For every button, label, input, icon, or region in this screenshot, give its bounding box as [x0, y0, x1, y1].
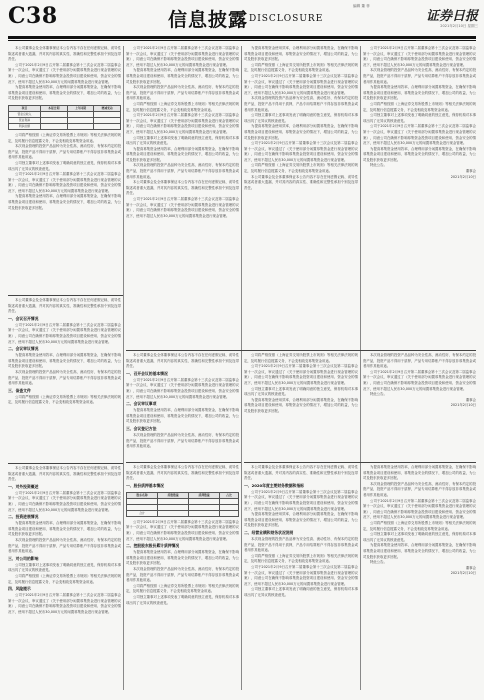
article-5-end — [363, 353, 476, 460]
paragraph: 本次现金管理的投资产品品种为安全性高、流动性好、有保本约定的投资产品，投资产品不得用于质押，产品专用结算账户不得存放非募集资金或者用作其他用途。 — [363, 481, 476, 497]
signoff-date: 2021年2月10日 — [450, 174, 476, 179]
table-header: 本报告期 — [40, 105, 67, 111]
paragraph: 本次现金管理的投资产品品种为安全性高、流动性好、有保本约定的投资产品，投资产品不得用于质押，产品专用结算账户不得存放非募集资金或者用作其他用途。 — [244, 96, 358, 112]
section-heading: 二、会议审议情况 — [8, 346, 39, 352]
paragraph: 公司于2021年2月9日召开第二届董事会第十三次会议及第二届监事会第十一次会议，审议通过了《关于使用部分闲置募集资金进行现金管理的议案》，同意公司在确保不影响募集资金投资项目建设和使用、资金安全的情况下，使用不超过人民币30,000万元的闲置募集资金进行现金管理。 — [244, 564, 358, 586]
newspaper-logo: 证券日报 — [425, 9, 478, 24]
paragraph: 为提高募集资金使用效率，合理利用部分闲置募集资金，在确保不影响募集资金项目建设和使用、募集资金安全的情况下，增加公司的收益，为公司及股东获取更多回报。 — [126, 550, 239, 566]
table-cell: 利润总额 — [9, 123, 41, 129]
paragraph: 为提高募集资金使用效率，合理利用部分闲置募集资金，在确保不影响募集资金项目建设和使用、募集资金安全的情况下，增加公司的收益，为公司及股东获取更多回报。 — [244, 124, 358, 140]
paragraph: 本公司董事会及全体董事保证本公告内容不存在任何虚假记载、误导性陈述或者重大遗漏，并对其内容的真实性、准确性和完整性承担个别及连带责任。 — [244, 465, 358, 481]
paragraph: 公司将严格按照《上海证券交易所股票上市规则》等相关法律法规的规定，及时履行信息披露义务，不会变相改变募集资金用途。 — [8, 573, 121, 584]
section-heading: 一、对外投资概述 — [8, 483, 39, 489]
table-cell: 合计 — [127, 510, 158, 516]
signoff-company: 董事会 — [465, 397, 476, 402]
paragraph: 本次现金管理的投资产品品种为安全性高、流动性好、有保本约定的投资产品，投资产品不得用于质押，产品专用结算账户不得存放非募集资金或者用作其他用途。 — [244, 536, 358, 553]
table-cell — [40, 123, 67, 129]
signoff-date: 2021年2月10日 — [450, 571, 476, 576]
masthead — [8, 3, 478, 37]
paragraph: 公司将严格按照《上海证券交易所股票上市规则》等相关法律法规的规定，及时履行信息披露义务，不会变相改变募集资金用途。 — [244, 553, 358, 564]
section-heading: 二、投资进展情况 — [8, 514, 39, 520]
paragraph: 本次现金管理的投资产品品种为安全性高、流动性好、有保本约定的投资产品，投资产品不得用于质押，产品专用结算账户不得存放非募集资金或者用作其他用途。 — [8, 537, 121, 554]
paragraph: 公司将严格按照《上海证券交易所股票上市规则》等相关法律法规的规定，及时履行信息披露义务，不会变相改变募集资金用途。 — [244, 163, 358, 174]
table-header: 占比 — [220, 492, 239, 498]
section-heading: 一、会议召开情况 — [8, 315, 39, 321]
article-4 — [126, 46, 239, 348]
paragraph: 公司独立董事对上述事项发表了明确同意的独立意见，保荐机构对本事项出具了无异议的核查意见。 — [244, 113, 358, 123]
table-header: 股东名称 — [127, 492, 158, 498]
article-7-cont — [363, 465, 476, 690]
section-heading: 二、控股股东股份累计质押情况 — [126, 543, 180, 549]
paragraph: 公司独立董事对上述事项发表了明确同意的独立意见，保荐机构对本事项出具了无异议的核查意见。 — [126, 594, 239, 605]
paragraph: 为提高募集资金使用效率，合理利用部分闲置募集资金，在确保不影响募集资金项目建设和使用、募集资金安全的情况下，增加公司的收益，为公司及股东获取更多回报。 — [244, 46, 358, 62]
section-heading: 三、会议登记方法 — [126, 425, 157, 431]
paragraph: 公司于2021年2月9日召开第二届董事会第十三次会议及第二届监事会第十一次会议，审议通过了《关于使用部分闲置募集资金进行现金管理的议案》，同意公司在确保不影响募集资金投资项目建设和使用、资金安全的情况下，使用不超过人民币30,000万元的闲置募集资金进行现金管理。 — [126, 197, 239, 218]
paragraph: 公司独立董事对上述事项发表了明确同意的独立意见，保荐机构对本事项出具了无异议的核查意见。 — [244, 587, 358, 597]
article-5-cont — [244, 353, 358, 460]
paragraph: 本公司董事会及全体董事保证本公告内容不存在任何虚假记载、误导性陈述或者重大遗漏，并对其内容的真实性、准确性和完整性承担个别及连带责任。 — [8, 298, 121, 314]
paragraph: 公司于2021年2月9日召开第二届董事会第十三次会议及第二届监事会第十一次会议，审议通过了《关于使用部分闲置募集资金进行现金管理的议案》，同意公司在确保不影响募集资金投资项目建设和使用、资金安全的情况下，使用不超过人民币30,000万元的闲置募集资金进行现金管理。 — [126, 519, 239, 541]
table-cell — [220, 510, 239, 516]
paragraph: 公司独立董事对上述事项发表了明确同意的独立意见，保荐机构对本事项出具了无异议的核查意见。 — [8, 562, 121, 573]
table-header: 质押数量 — [189, 492, 220, 498]
table-cell: 营业利润 — [9, 117, 41, 123]
paragraph: 本公司董事会及全体董事保证本公告内容不存在任何虚假记载、误导性陈述或者重大遗漏，并对其内容的真实性、准确性和完整性承担个别及连带责任。 — [244, 174, 358, 190]
paragraph: 本公司董事会及全体董事保证本公告内容不存在任何虚假记载、误导性陈述或者重大遗漏，并对其内容的真实性、准确性和完整性承担个别及连带责任。 — [126, 353, 239, 369]
paragraph: 公司于2021年2月9日召开第二届董事会第十三次会议及第二届监事会第十一次会议，审议通过了《关于使用部分闲置募集资金进行现金管理的议案》，同意公司在确保不影响募集资金投资项目建设和使用、资金安全的情况下，使用不超过人民币30,000万元的闲置募集资金进行现金管理。 — [8, 322, 121, 344]
paragraph: 本公司董事会及全体董事保证本公告内容不存在任何虚假记载、误导性陈述或者重大遗漏，并对其内容的真实性、准确性和完整性承担个别及连带责任。 — [126, 465, 239, 481]
paragraph: 为提高募集资金使用效率，合理利用部分闲置募集资金，在确保不影响募集资金项目建设和使用、募集资金安全的情况下，增加公司的收益，为公司及股东获取更多回报。 — [8, 194, 121, 210]
paragraph: 为提高募集资金使用效率，合理利用部分闲置募集资金，在确保不影响募集资金项目建设和使用、募集资金安全的情况下，增加公司的收益，为公司及股东获取更多回报。 — [8, 85, 121, 101]
paragraph: 本次现金管理的投资产品品种为安全性高、流动性好、有保本约定的投资产品，投资产品不得用于质押，产品专用结算账户不得存放非募集资金或者用作其他用途。 — [126, 163, 239, 179]
paragraph: 特此公告。 — [370, 560, 387, 565]
paragraph: 公司独立董事对上述事项发表了明确同意的独立意见，保荐机构对本事项出具了无异议的核查意见。 — [8, 160, 121, 171]
paragraph: 本次现金管理的投资产品品种为安全性高、流动性好、有保本约定的投资产品，投资产品不得用于质押，产品专用结算账户不得存放非募集资金或者用作其他用途。 — [126, 85, 239, 101]
header-rule-thin — [8, 40, 476, 41]
paragraph: 特此公告。 — [370, 163, 387, 168]
paragraph: 公司于2021年2月9日召开第二届董事会第十三次会议及第二届监事会第十一次会议，审议通过了《关于使用部分闲置募集资金进行现金管理的议案》，同意公司在确保不影响募集资金投资项目建设和使用、资金安全的情况下，使用不超过人民币30,000万元的闲置募集资金进行现金管理。 — [126, 46, 239, 67]
paragraph: 公司于2021年2月9日召开第二届董事会第十三次会议及第二届监事会第十一次会议，审议通过了《关于使用部分闲置募集资金进行现金管理的议案》，同意公司在确保不影响募集资金投资项目建设和使用、资金安全的情况下，使用不超过人民币30,000万元的闲置募集资金进行现金管理。 — [244, 73, 358, 95]
paragraph: 本次现金管理的投资产品品种为安全性高、流动性好、有保本约定的投资产品，投资产品不得用于质押，产品专用结算账户不得存放非募集资金或者用作其他用途。 — [363, 353, 476, 369]
paragraph: 为提高募集资金使用效率，合理利用部分闲置募集资金，在确保不影响募集资金项目建设和使用、募集资金安全的情况下，增加公司的收益，为公司及股东获取更多回报。 — [8, 521, 121, 537]
paragraph: 公司独立董事对上述事项发表了明确同意的独立意见，保荐机构对本事项出具了无异议的核查意见。 — [244, 386, 358, 397]
table-row — [9, 123, 121, 129]
paragraph: 公司将严格按照《上海证券交易所股票上市规则》等相关法律法规的规定，及时履行信息披露义务，不会变相改变募集资金用途。 — [126, 101, 239, 112]
article-6 — [126, 465, 239, 690]
section-heading: 二、会议审议事项 — [126, 401, 157, 407]
article-divider — [8, 295, 123, 296]
signoff-date: 2021年2月10日 — [450, 403, 476, 408]
paragraph: 公司于2021年2月9日召开第二届董事会第十三次会议及第二届监事会第十一次会议，审议通过了《关于使用部分闲置募集资金进行现金管理的议案》，同意公司在确保不影响募集资金投资项目建设和使用、资金安全的情况下，使用不超过人民币30,000万元的闲置募集资金进行现金管理。 — [244, 364, 358, 385]
paragraph: 公司将严格按照《上海证券交易所股票上市规则》等相关法律法规的规定，及时履行信息披露义务，不会变相改变募集资金用途。 — [8, 394, 121, 405]
article-divider — [126, 350, 476, 351]
paragraph: 本次现金管理的投资产品品种为安全性高、流动性好、有保本约定的投资产品，投资产品不得用于质押，产品专用结算账户不得存放非募集资金或者用作其他用途。 — [126, 566, 239, 583]
section-heading: 二、经营业绩和财务状况说明 — [244, 529, 294, 535]
table-row — [127, 510, 239, 516]
section-heading: 三、对公司的影响 — [8, 555, 39, 561]
table-cell — [189, 510, 220, 516]
article-divider — [8, 463, 123, 464]
paragraph: 公司于2021年2月9日召开第二届董事会第十三次会议及第二届监事会第十一次会议，审议通过了《关于使用部分闲置募集资金进行现金管理的议案》，同意公司在确保不影响募集资金投资项目建设和使用、资金安全的情况下，使用不超过人民币30,000万元的闲置募集资金进行现金管理。 — [363, 46, 476, 67]
paragraph: 公司于2021年2月9日召开第二届董事会第十三次会议及第二届监事会第十一次会议，审议通过了《关于使用部分闲置募集资金进行现金管理的议案》，同意公司在确保不影响募集资金投资项目建设和使用、资金安全的情况下，使用不超过人民币30,000万元的闲置募集资金进行现金管理。 — [244, 489, 358, 511]
paragraph: 为提高募集资金使用效率，合理利用部分闲置募集资金，在确保不影响募集资金项目建设和使用、募集资金安全的情况下，增加公司的收益，为公司及股东获取更多回报。 — [363, 146, 476, 162]
section-heading: 一、2020年度主要财务数据和指标 — [244, 482, 304, 488]
paragraph: 公司于2021年2月9日召开第二届董事会第十三次会议及第二届监事会第十一次会议，审议通过了《关于使用部分闲置募集资金进行现金管理的议案》，同意公司在确保不影响募集资金投资项目建设和使用、资金安全的情况下，使用不超过人民币30,000万元的闲置募集资金进行现金管理。 — [363, 124, 476, 146]
editor-credit: 编辑 董 菲 — [353, 4, 370, 8]
article-4-end — [363, 46, 476, 348]
header-rule-thick — [8, 36, 476, 39]
paragraph: 本公司董事会及全体董事保证本公告内容不存在任何虚假记载、误导性陈述或者重大遗漏，并对其内容的真实性、准确性和完整性承担个别及连带责任。 — [8, 466, 121, 482]
paragraph: 公司独立董事对上述事项发表了明确同意的独立意见，保荐机构对本事项出具了无异议的核查意见。 — [363, 532, 476, 542]
section-heading: 四、风险提示 — [8, 586, 31, 592]
paragraph: 本公司董事会及全体董事保证本公告内容不存在任何虚假记载、误导性陈述或者重大遗漏，并对其内容的真实性、准确性和完整性承担个别及连带责任。 — [126, 180, 239, 196]
data-table — [8, 105, 121, 130]
paragraph: 为提高募集资金使用效率，合理利用部分闲置募集资金，在确保不影响募集资金项目建设和使用、募集资金安全的情况下，增加公司的收益，为公司及股东获取更多回报。 — [363, 543, 476, 559]
paragraph: 公司将严格按照《上海证券交易所股票上市规则》等相关法律法规的规定，及时履行信息披露义务，不会变相改变募集资金用途。 — [8, 132, 121, 143]
paragraph: 公司于2021年2月9日召开第二届董事会第十三次会议及第二届监事会第十一次会议，审议通过了《关于使用部分闲置募集资金进行现金管理的议案》，同意公司在确保不影响募集资金投资项目建设和使用、资金安全的情况下，使用不超过人民币30,000万元的闲置募集资金进行现金管理。 — [126, 113, 239, 134]
paragraph: 为提高募集资金使用效率，合理利用部分闲置募集资金，在确保不影响募集资金项目建设和使用、募集资金安全的情况下，增加公司的收益，为公司及股东获取更多回报。 — [363, 85, 476, 101]
table-header: 增减变动 — [94, 105, 121, 111]
paragraph: 本次现金管理的投资产品品种为安全性高、流动性好、有保本约定的投资产品，投资产品不得用于质押，产品专用结算账户不得存放非募集资金或者用作其他用途。 — [126, 432, 239, 449]
article-divider — [126, 462, 241, 463]
paragraph: 为提高募集资金使用效率，合理利用部分闲置募集资金，在确保不影响募集资金项目建设和使用、募集资金安全的情况下，增加公司的收益，为公司及股东获取更多回报。 — [363, 465, 476, 481]
column-divider — [241, 46, 242, 690]
table-header: 持股数量 — [158, 492, 189, 498]
paragraph: 本公司董事会及全体董事保证本公告内容不存在任何虚假记载、误导性陈述或者重大遗漏，并对其内容的真实性、准确性和完整性承担个别及连带责任。 — [8, 46, 121, 62]
paragraph: 公司于2021年2月9日召开第二届董事会第十三次会议及第二届监事会第十一次会议，审议通过了《关于使用部分闲置募集资金进行现金管理的议案》，同意公司在确保不影响募集资金投资项目建设和使用、资金安全的情况下，使用不超过人民币30,000万元的闲置募集资金进行现金管理。 — [363, 498, 476, 520]
paragraph: 公司独立董事对上述事项发表了明确同意的独立意见，保荐机构对本事项出具了无异议的核查意见。 — [363, 113, 476, 123]
pledge-table — [126, 492, 239, 517]
article-divider — [244, 462, 476, 463]
paragraph: 公司于2021年2月9日召开第二届董事会第十三次会议及第二届监事会第十一次会议，审议通过了《关于使用部分闲置募集资金进行现金管理的议案》，同意公司在确保不影响募集资金投资项目建设和使用、资金安全的情况下，使用不超过人民币30,000万元的闲置募集资金进行现金管理。 — [8, 490, 121, 512]
section-title-en: DISCLOSURE — [249, 14, 324, 24]
paragraph: 公司于2021年2月9日召开第二届董事会第十三次会议及第二届监事会第十一次会议，审议通过了《关于使用部分闲置募集资金进行现金管理的议案》，同意公司在确保不影响募集资金投资项目建设和使用、资金安全的情况下，使用不超过人民币30,000万元的闲置募集资金进行现金管理。 — [363, 369, 476, 391]
paragraph: 本次现金管理的投资产品品种为安全性高、流动性好、有保本约定的投资产品，投资产品不得用于质押，产品专用结算账户不得存放非募集资金或者用作其他用途。 — [8, 144, 121, 160]
section-heading: 一、股份质押基本情况 — [126, 482, 164, 488]
paragraph: 公司于2021年2月9日召开第二届董事会第十三次会议及第二届监事会第十一次会议，审议通过了《关于使用部分闲置募集资金进行现金管理的议案》，同意公司在确保不影响募集资金投资项目建设和使用、资金安全的情况下，使用不超过人民币30,000万元的闲置募集资金进行现金管理。 — [8, 172, 121, 193]
signoff-company: 董事会 — [465, 169, 476, 174]
paragraph: 为提高募集资金使用效率，合理利用部分闲置募集资金，在确保不影响募集资金项目建设和使用、募集资金安全的情况下，增加公司的收益，为公司及股东获取更多回报。 — [8, 353, 121, 369]
table-header: 项目 — [9, 105, 41, 111]
page-number: C38 — [8, 3, 58, 29]
section-title: 信息披露 — [168, 9, 249, 31]
section-heading: 一、召开会议的基本情况 — [126, 370, 168, 376]
article-7 — [244, 465, 358, 690]
paragraph: 为提高募集资金使用效率，合理利用部分闲置募集资金，在确保不影响募集资金项目建设和使用、募集资金安全的情况下，增加公司的收益，为公司及股东获取更多回报。 — [126, 146, 239, 162]
table-header: 上年同期 — [67, 105, 94, 111]
paragraph: 公司独立董事对上述事项发表了明确同意的独立意见，保荐机构对本事项出具了无异议的核查意见。 — [126, 135, 239, 146]
table-cell — [158, 510, 189, 516]
table-cell: 营业总收入 — [9, 111, 41, 117]
column-divider — [360, 46, 361, 690]
paragraph: 特此公告。 — [370, 392, 387, 397]
issue-date: 2021年2月10日 星期三 — [440, 24, 478, 28]
table-cell — [94, 123, 121, 129]
article-2 — [8, 298, 121, 461]
paragraph: 公司将严格按照《上海证券交易所股票上市规则》等相关法律法规的规定，及时履行信息披露义务，不会变相改变募集资金用途。 — [363, 101, 476, 112]
paragraph: 本次现金管理的投资产品品种为安全性高、流动性好、有保本约定的投资产品，投资产品不得用于质押，产品专用结算账户不得存放非募集资金或者用作其他用途。 — [8, 369, 121, 386]
article-4-cont — [244, 46, 358, 348]
table-cell — [67, 123, 94, 129]
paragraph: 为提高募集资金使用效率，合理利用部分闲置募集资金，在确保不影响募集资金项目建设和使用、募集资金安全的情况下，增加公司的收益，为公司及股东获取更多回报。 — [244, 397, 358, 413]
paragraph: 公司于2021年2月9日召开第二届董事会第十三次会议及第二届监事会第十一次会议，审议通过了《关于使用部分闲置募集资金进行现金管理的议案》，同意公司在确保不影响募集资金投资项目建设和使用、资金安全的情况下，使用不超过人民币30,000万元的闲置募集资金进行现金管理。 — [126, 377, 239, 399]
article-3 — [8, 466, 121, 690]
column-divider — [123, 46, 124, 690]
section-heading: 三、备查文件 — [8, 387, 31, 393]
paragraph: 本次现金管理的投资产品品种为安全性高、流动性好、有保本约定的投资产品，投资产品不得用于质押，产品专用结算账户不得存放非募集资金或者用作其他用途。 — [363, 68, 476, 84]
article-5 — [126, 353, 239, 460]
paragraph: 公司于2021年2月9日召开第二届董事会第十三次会议及第二届监事会第十一次会议，审议通过了《关于使用部分闲置募集资金进行现金管理的议案》，同意公司在确保不影响募集资金投资项目建设和使用、资金安全的情况下，使用不超过人民币30,000万元的闲置募集资金进行现金管理。 — [244, 141, 358, 162]
paragraph: 公司于2021年2月9日召开第二届董事会第十三次会议及第二届监事会第十一次会议，审议通过了《关于使用部分闲置募集资金进行现金管理的议案》，同意公司在确保不影响募集资金投资项目建设和使用、资金安全的情况下，使用不超过人民币30,000万元的闲置募集资金进行现金管理。 — [8, 593, 121, 614]
paragraph: 公司将严格按照《上海证券交易所股票上市规则》等相关法律法规的规定，及时履行信息披露义务，不会变相改变募集资金用途。 — [126, 583, 239, 594]
paragraph: 为提高募集资金使用效率，合理利用部分闲置募集资金，在确保不影响募集资金项目建设和使用、募集资金安全的情况下，增加公司的收益，为公司及股东获取更多回报。 — [244, 512, 358, 528]
paragraph: 公司于2021年2月9日召开第二届董事会第十三次会议及第二届监事会第十一次会议，审议通过了《关于使用部分闲置募集资金进行现金管理的议案》，同意公司在确保不影响募集资金投资项目建设和使用、资金安全的情况下，使用不超过人民币30,000万元的闲置募集资金进行现金管理。 — [8, 62, 121, 84]
article-1 — [8, 46, 121, 293]
paragraph: 公司将严格按照《上海证券交易所股票上市规则》等相关法律法规的规定，及时履行信息披露义务，不会变相改变募集资金用途。 — [244, 62, 358, 73]
paragraph: 公司将严格按照《上海证券交易所股票上市规则》等相关法律法规的规定，及时履行信息披露义务，不会变相改变募集资金用途。 — [363, 520, 476, 531]
paragraph: 为提高募集资金使用效率，合理利用部分闲置募集资金，在确保不影响募集资金项目建设和使用、募集资金安全的情况下，增加公司的收益，为公司及股东获取更多回报。 — [126, 408, 239, 424]
signoff-company: 董事会 — [465, 565, 476, 570]
paragraph: 公司将严格按照《上海证券交易所股票上市规则》等相关法律法规的规定，及时履行信息披露义务，不会变相改变募集资金用途。 — [244, 353, 358, 363]
paragraph: 为提高募集资金使用效率，合理利用部分闲置募集资金，在确保不影响募集资金项目建设和使用、募集资金安全的情况下，增加公司的收益，为公司及股东获取更多回报。 — [126, 68, 239, 84]
